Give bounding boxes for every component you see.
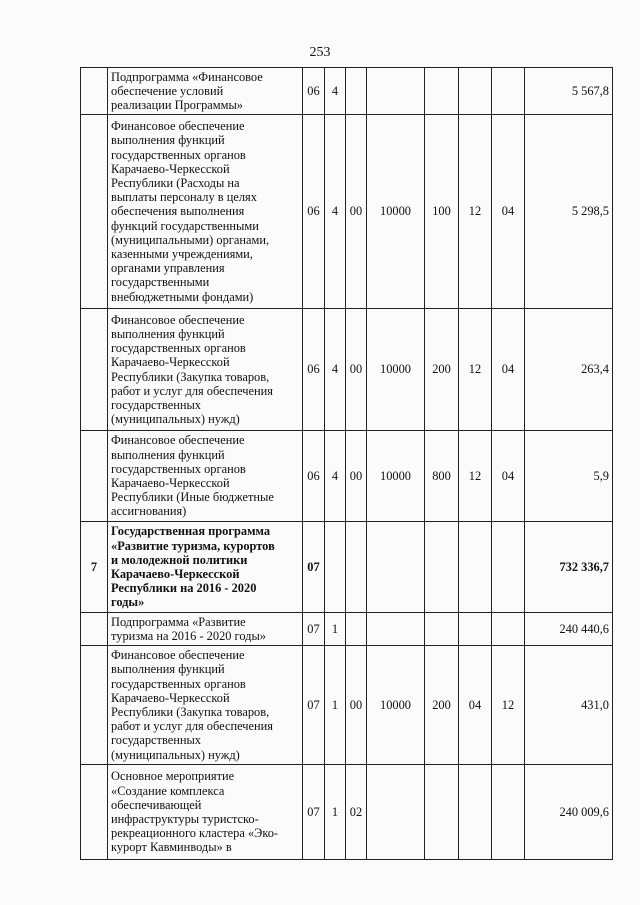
row-amount: 431,0	[525, 646, 613, 765]
measure-code: 00	[346, 309, 367, 431]
row-description: Государственная программа «Развитие туризма, курортов и молодежной политики Карачаево-Черкесской Республики на 2016 - 2020 годы»	[108, 522, 303, 613]
direction-code: 10000	[367, 309, 425, 431]
table-row	[81, 431, 613, 522]
row-amount: 5,9	[525, 431, 613, 522]
direction-code	[367, 68, 425, 115]
expense-type-code	[425, 765, 459, 860]
measure-code: 00	[346, 646, 367, 765]
row-amount: 732 336,7	[525, 522, 613, 613]
measure-code: 02	[346, 765, 367, 860]
subprogram-code	[325, 522, 346, 613]
direction-code: 10000	[367, 431, 425, 522]
row-number	[81, 115, 108, 309]
measure-code: 00	[346, 115, 367, 309]
row-number	[81, 646, 108, 765]
subsection-code: 04	[492, 309, 525, 431]
expense-type-code: 800	[425, 431, 459, 522]
row-number	[81, 765, 108, 860]
program-code: 06	[303, 309, 325, 431]
direction-code: 10000	[367, 115, 425, 309]
subsection-code	[492, 613, 525, 646]
subsection-code	[492, 522, 525, 613]
subprogram-code: 1	[325, 765, 346, 860]
table-row	[81, 68, 613, 115]
row-amount: 5 567,8	[525, 68, 613, 115]
table-row	[81, 309, 613, 431]
direction-code: 10000	[367, 646, 425, 765]
program-code: 07	[303, 646, 325, 765]
section-code	[459, 522, 492, 613]
program-code: 06	[303, 431, 325, 522]
row-description: Финансовое обеспечение выполнения функций государственных органов Карачаево-Черкесской Республики (Иные бюджетные ассигнования)	[108, 431, 303, 522]
subprogram-code: 1	[325, 613, 346, 646]
row-description: Подпрограмма «Развитие туризма на 2016 - 2020 годы»	[108, 613, 303, 646]
section-code: 12	[459, 431, 492, 522]
subsection-code	[492, 765, 525, 860]
subprogram-code: 4	[325, 309, 346, 431]
row-number	[81, 613, 108, 646]
section-code: 12	[459, 309, 492, 431]
measure-code	[346, 522, 367, 613]
subsection-code: 04	[492, 431, 525, 522]
measure-code	[346, 68, 367, 115]
row-number	[81, 68, 108, 115]
expense-type-code	[425, 522, 459, 613]
program-code: 07	[303, 765, 325, 860]
table-row	[81, 115, 613, 309]
row-description: Основное мероприятие «Создание комплекса обеспечивающей инфраструктуры туристско- рекреационного кластера «Эко- курорт Кавминводы» в	[108, 765, 303, 860]
expense-type-code: 100	[425, 115, 459, 309]
row-description: Подпрограмма «Финансовое обеспечение условий реализации Программы»	[108, 68, 303, 115]
program-code: 07	[303, 613, 325, 646]
expense-type-code: 200	[425, 309, 459, 431]
measure-code: 00	[346, 431, 367, 522]
direction-code	[367, 522, 425, 613]
subsection-code: 04	[492, 115, 525, 309]
subprogram-code: 4	[325, 115, 346, 309]
section-code: 12	[459, 115, 492, 309]
section-code: 04	[459, 646, 492, 765]
table-row	[81, 522, 613, 613]
subsection-code	[492, 68, 525, 115]
program-code: 06	[303, 68, 325, 115]
section-code	[459, 765, 492, 860]
direction-code	[367, 765, 425, 860]
table-row	[81, 765, 613, 860]
expense-type-code: 200	[425, 646, 459, 765]
row-number	[81, 431, 108, 522]
row-description: Финансовое обеспечение выполнения функций государственных органов Карачаево-Черкесской Республики (Закупка товаров, работ и услуг для обеспечения государственных (муниципальных) нужд)	[108, 309, 303, 431]
measure-code	[346, 613, 367, 646]
section-code	[459, 613, 492, 646]
subprogram-code: 4	[325, 431, 346, 522]
row-description: Финансовое обеспечение выполнения функций государственных органов Карачаево-Черкесской Республики (Расходы на выплаты персоналу в целях обеспечения выполнения функций государственными (муниципальными) органами, казенными учреждениями, органами управления государственными внебюджетными фондами)	[108, 115, 303, 309]
table-row	[81, 646, 613, 765]
page-number: 253	[309, 45, 331, 60]
program-code: 07	[303, 522, 325, 613]
row-amount: 263,4	[525, 309, 613, 431]
row-number	[81, 309, 108, 431]
subprogram-code: 1	[325, 646, 346, 765]
row-description: Финансовое обеспечение выполнения функций государственных органов Карачаево-Черкесской Республики (Закупка товаров, работ и услуг для обеспечения государственных (муниципальных) нужд)	[108, 646, 303, 765]
row-amount: 240 009,6	[525, 765, 613, 860]
expense-type-code	[425, 613, 459, 646]
subprogram-code: 4	[325, 68, 346, 115]
table-row	[81, 613, 613, 646]
budget-table	[80, 67, 613, 860]
row-amount: 240 440,6	[525, 613, 613, 646]
expense-type-code	[425, 68, 459, 115]
row-amount: 5 298,5	[525, 115, 613, 309]
subsection-code: 12	[492, 646, 525, 765]
direction-code	[367, 613, 425, 646]
row-number: 7	[81, 522, 108, 613]
program-code: 06	[303, 115, 325, 309]
section-code	[459, 68, 492, 115]
